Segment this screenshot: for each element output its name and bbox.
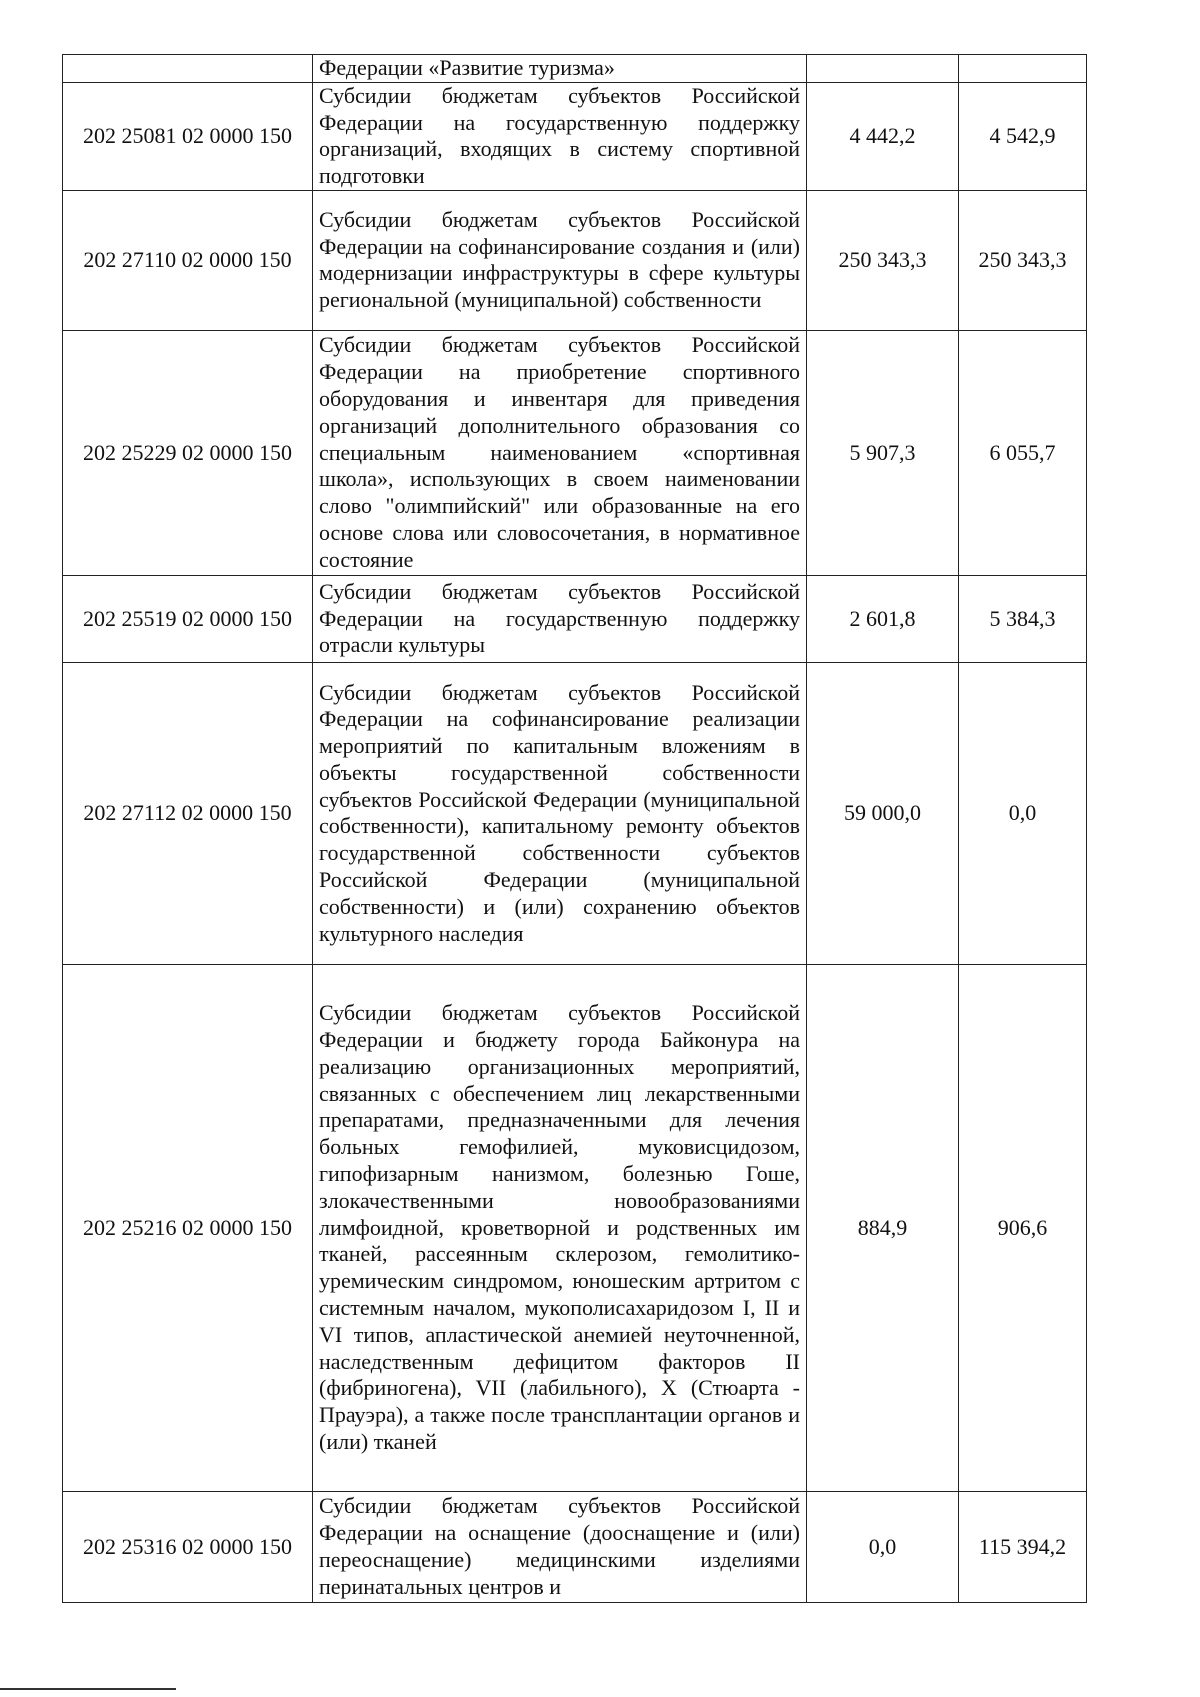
amount-year-2-cell xyxy=(959,55,1087,83)
description-cell: Субсидии бюджетам субъектов Российской Федерации на оснащение (дооснащение и (или) переоснащение) медицинскими изделиями перинатальных центров и xyxy=(313,1491,807,1602)
amount-year-2-cell: 250 343,3 xyxy=(959,190,1087,330)
budget-code-cell xyxy=(63,55,313,83)
description-cell: Субсидии бюджетам субъектов Российской Федерации на государственную поддержку отрасли культуры xyxy=(313,575,807,662)
budget-code-cell: 202 27112 02 0000 150 xyxy=(63,662,313,964)
amount-year-2-cell: 5 384,3 xyxy=(959,575,1087,662)
amount-year-1-cell: 0,0 xyxy=(807,1491,959,1602)
table-row xyxy=(63,662,1087,964)
amount-year-1-cell: 884,9 xyxy=(807,964,959,1491)
amount-year-2-cell: 6 055,7 xyxy=(959,330,1087,575)
description-cell: Федерации «Развитие туризма» xyxy=(313,55,807,83)
amount-year-2-cell: 0,0 xyxy=(959,662,1087,964)
table-row xyxy=(63,575,1087,662)
amount-year-1-cell xyxy=(807,55,959,83)
budget-code-cell: 202 25081 02 0000 150 xyxy=(63,82,313,190)
amount-year-2-cell: 906,6 xyxy=(959,964,1087,1491)
description-cell: Субсидии бюджетам субъектов Российской Федерации и бюджету города Байконура на реализацию организационных мероприятий, связанных с обеспечением лиц лекарственными препаратами, предназначенными для лечения больных гемофилией, муковисцидозом, гипофизарным нанизмом, болезнью Гоше, злокачественными новообразованиями лимфоидной, кроветворной и родственных им тканей, рассеянным склерозом, гемолитико-уремическим синдромом, юношеским артритом с системным началом, мукополисахаридозом I, II и VI типов, апластической анемией неуточненной, наследственным дефицитом факторов II (фибриногена), VII (лабильного), X (Стюарта - Прауэра), а также после трансплантации органов и (или) тканей xyxy=(313,964,807,1491)
table-row xyxy=(63,330,1087,575)
amount-year-1-cell: 5 907,3 xyxy=(807,330,959,575)
table-row xyxy=(63,190,1087,330)
amount-year-1-cell: 4 442,2 xyxy=(807,82,959,190)
budget-code-cell: 202 25316 02 0000 150 xyxy=(63,1491,313,1602)
table-row xyxy=(63,55,1087,83)
description-cell: Субсидии бюджетам субъектов Российской Федерации на софинансирование создания и (или) модернизации инфраструктуры в сфере культуры региональной (муниципальной) собственности xyxy=(313,190,807,330)
table-row xyxy=(63,1491,1087,1602)
page-footer-divider xyxy=(0,1688,176,1690)
budget-code-cell: 202 25519 02 0000 150 xyxy=(63,575,313,662)
description-cell: Субсидии бюджетам субъектов Российской Федерации на приобретение спортивного оборудования и инвентаря для приведения организаций дополнительного образования со специальным наименованием «спортивная школа», использующих в своем наименовании слово "олимпийский" или образованные на его основе слова или словосочетания, в нормативное состояние xyxy=(313,330,807,575)
description-cell: Субсидии бюджетам субъектов Российской Федерации на государственную поддержку организаций, входящих в систему спортивной подготовки xyxy=(313,82,807,190)
budget-revenue-table xyxy=(62,54,1087,1603)
amount-year-2-cell: 115 394,2 xyxy=(959,1491,1087,1602)
document-page xyxy=(62,54,1086,1603)
description-cell: Субсидии бюджетам субъектов Российской Федерации на софинансирование реализации мероприятий по капитальным вложениям в объекты государственной собственности субъектов Российской Федерации (муниципальной собственности), капитальному ремонту объектов государственной собственности субъектов Российской Федерации (муниципальной собственности) и (или) сохранению объектов культурного наследия xyxy=(313,662,807,964)
amount-year-2-cell: 4 542,9 xyxy=(959,82,1087,190)
amount-year-1-cell: 2 601,8 xyxy=(807,575,959,662)
budget-code-cell: 202 25216 02 0000 150 xyxy=(63,964,313,1491)
amount-year-1-cell: 59 000,0 xyxy=(807,662,959,964)
table-row xyxy=(63,964,1087,1491)
table-row xyxy=(63,82,1087,190)
budget-code-cell: 202 25229 02 0000 150 xyxy=(63,330,313,575)
amount-year-1-cell: 250 343,3 xyxy=(807,190,959,330)
budget-code-cell: 202 27110 02 0000 150 xyxy=(63,190,313,330)
